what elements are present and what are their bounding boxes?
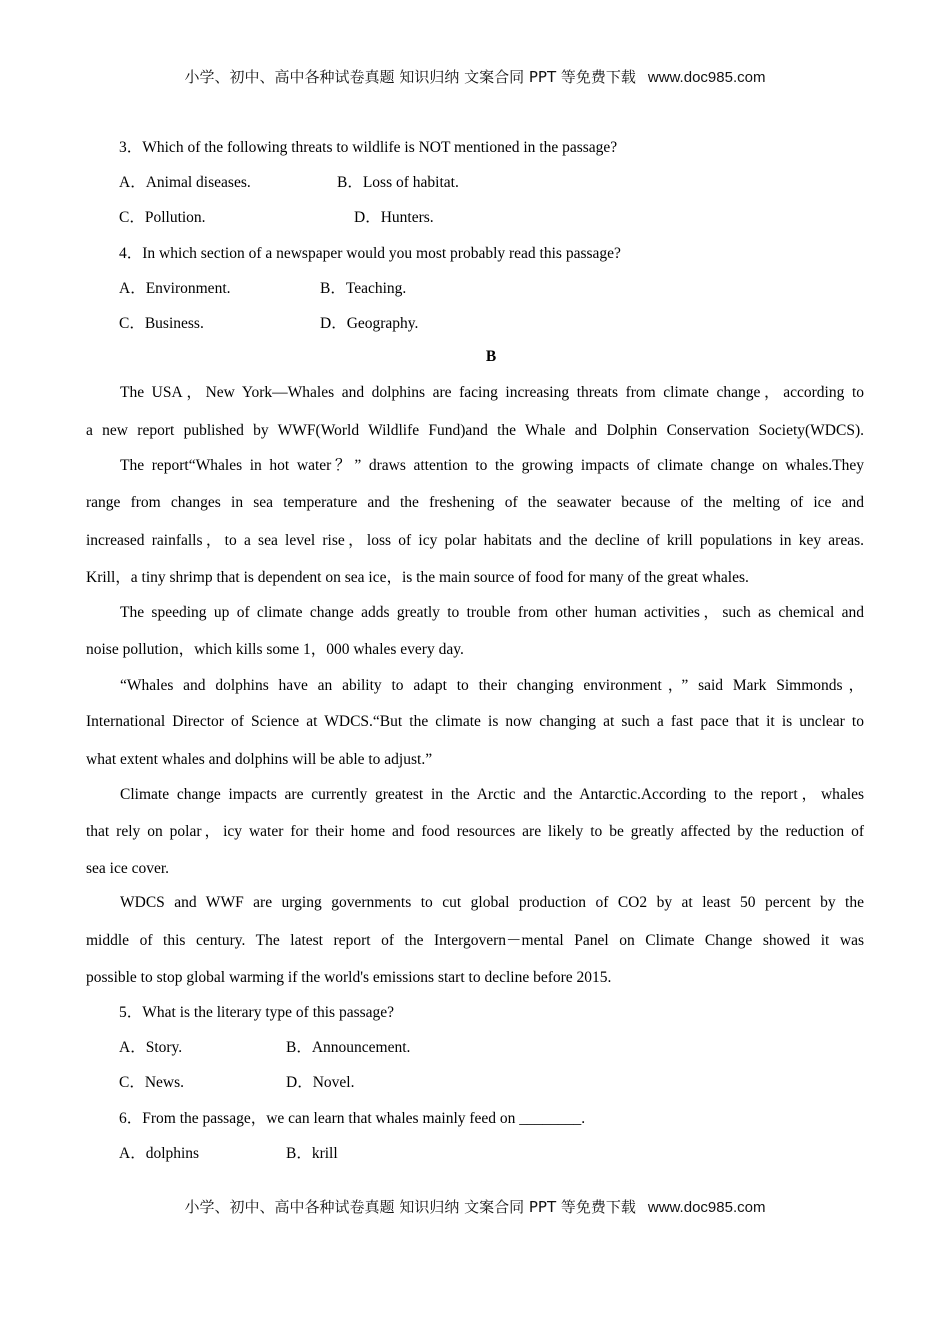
passage-line: The USA，New York—Whales and dolphins are facing increasing threats from climate change，according to <box>120 384 864 401</box>
passage-line: Krill，a tiny shrimp that is dependent on sea ice，is the main source of food for many of the great whales. <box>86 569 749 586</box>
passage-line: that rely on polar，icy water for their home and food resources are likely to be greatly affected by the reduction of <box>86 823 864 840</box>
page-footer <box>0 1196 950 1217</box>
question-5-option-c: C．News. <box>119 1074 185 1091</box>
header-url: www.doc985.com <box>647 69 766 86</box>
question-3-option-d: D．Hunters. <box>354 209 434 226</box>
passage-line: what extent whales and dolphins will be able to adjust.” <box>86 751 433 768</box>
question-4-stem: 4．In which section of a newspaper would you most probably read this passage? <box>119 245 621 262</box>
question-4-option-c: C．Business. <box>119 315 204 332</box>
question-4-option-b: B．Teaching. <box>320 280 407 297</box>
passage-line: middle of this century. The latest report of the Intergovern－mental Panel on Climate Change showed it was <box>86 932 864 949</box>
question-5-option-d: D．Novel. <box>286 1074 355 1091</box>
passage-line: “Whales and dolphins have an ability to adapt to their changing environment，” said Mark Simmonds， <box>120 677 864 694</box>
question-3-option-c: C．Pollution. <box>119 209 206 226</box>
question-3-stem: 3．Which of the following threats to wildlife is NOT mentioned in the passage? <box>119 139 618 156</box>
passage-line: Climate change impacts are currently greatest in the Arctic and the Antarctic.According to the report，whales <box>120 786 864 803</box>
question-5-stem: 5．What is the literary type of this passage? <box>119 1004 395 1021</box>
passage-line: increased rainfalls，to a sea level rise，loss of icy polar habitats and the decline of krill populations in key areas. <box>86 532 864 549</box>
header-text: 小学、初中、高中各种试卷真题 知识归纳 文案合同 PPT 等免费下载 <box>184 68 636 86</box>
question-4-option-a: A．Environment. <box>119 280 231 297</box>
question-3-option-a: A．Animal diseases. <box>119 174 251 191</box>
passage-line: possible to stop global warming if the world's emissions start to decline before 2015. <box>86 969 612 986</box>
passage-line: WDCS and WWF are urging governments to cut global production of CO2 by at least 50 percent by the <box>120 894 864 911</box>
footer-text: 小学、初中、高中各种试卷真题 知识归纳 文案合同 PPT 等免费下载 <box>184 1198 636 1216</box>
passage-line: The report“Whales in hot water？” draws attention to the growing impacts of climate change on whales.They <box>120 457 864 474</box>
question-6-option-b: B．krill <box>286 1145 338 1162</box>
passage-line: noise pollution，which kills some 1，000 whales every day. <box>86 641 464 658</box>
question-6-stem: 6．From the passage，we can learn that whales mainly feed on ________. <box>119 1110 586 1127</box>
section-b-heading: B <box>485 348 497 365</box>
question-4-option-d: D．Geography. <box>320 315 419 332</box>
question-3-option-b: B．Loss of habitat. <box>337 174 459 191</box>
passage-line: The speeding up of climate change adds greatly to trouble from other human activities，such as chemical and <box>120 604 864 621</box>
passage-line: a new report published by WWF(World Wildlife Fund)and the Whale and Dolphin Conservation Society(WDCS). <box>86 422 864 439</box>
passage-line: sea ice cover. <box>86 860 170 877</box>
passage-line: International Director of Science at WDCS.“But the climate is now changing at such a fast pace that it is unclear to <box>86 713 864 730</box>
footer-url: www.doc985.com <box>647 1199 766 1216</box>
question-6-option-a: A．dolphins <box>119 1145 200 1162</box>
question-5-option-a: A．Story. <box>119 1039 183 1056</box>
passage-line: range from changes in sea temperature and the freshening of the seawater because of the melting of ice and <box>86 494 864 511</box>
page-header <box>0 66 950 87</box>
question-5-option-b: B．Announcement. <box>286 1039 411 1056</box>
